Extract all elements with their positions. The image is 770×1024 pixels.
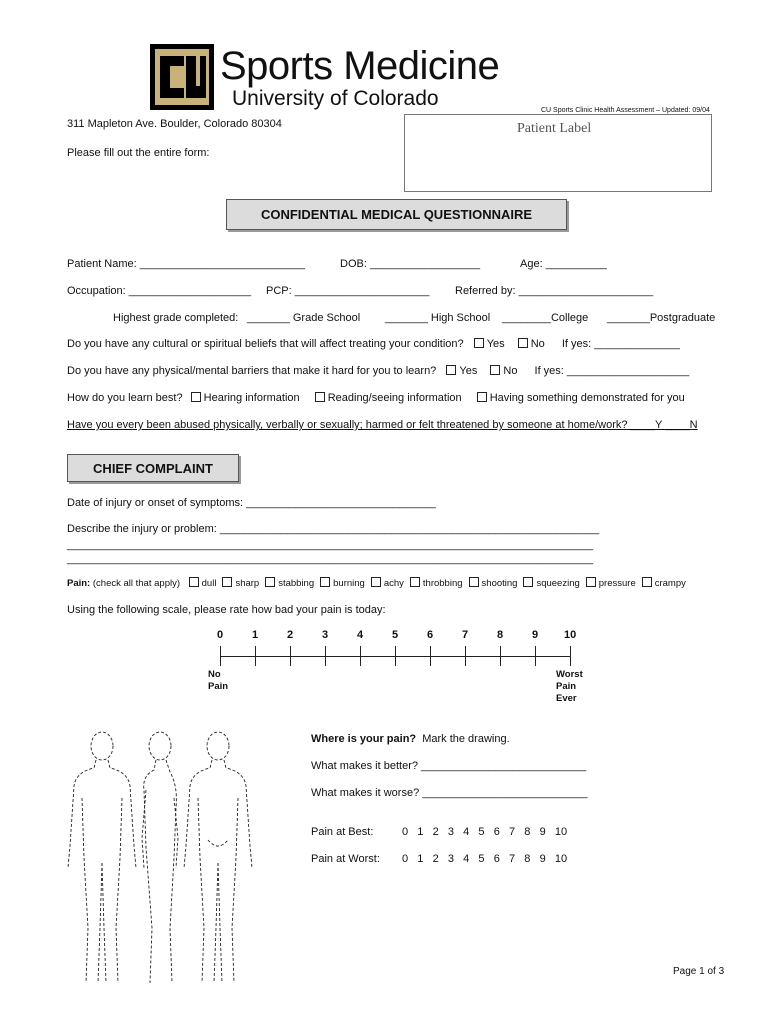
injury-description-line-2[interactable]: ______________________________________________________________________________________ [67, 539, 594, 551]
learn-question-text: How do you learn best? [67, 392, 183, 404]
cu-logo [150, 44, 214, 110]
pain-at-worst-scale[interactable]: 0 1 2 3 4 5 6 7 8 9 10 [402, 853, 568, 865]
pain-scale-number: 9 [532, 629, 539, 641]
referred-by-field[interactable]: Referred by: ______________________ [455, 285, 654, 297]
education-college[interactable]: ________College [502, 312, 589, 324]
checkbox-icon[interactable] [222, 577, 232, 587]
pain-type-achy[interactable] [371, 578, 404, 589]
education-postgraduate[interactable]: _______Postgraduate [607, 312, 716, 324]
pain-type-stabbing[interactable] [265, 578, 314, 589]
learn-option-reading[interactable] [315, 392, 462, 404]
makes-worse-field[interactable]: What makes it worse? ___________________________ [311, 787, 588, 799]
pain-at-best-label: Pain at Best: [311, 826, 374, 838]
pain-scale-tick[interactable] [430, 646, 431, 666]
checkbox-icon[interactable] [474, 338, 484, 348]
barriers-if-yes[interactable]: If yes: ____________________ [534, 365, 690, 377]
pain-type-label: achy [383, 578, 404, 589]
form-version: CU Sports Clinic Health Assessment – Updated: 09/04 [541, 107, 710, 114]
page-number: Page 1 of 3 [673, 966, 725, 977]
patient-name-field[interactable]: Patient Name: ___________________________ [67, 258, 305, 270]
cu-logo-icon [150, 44, 214, 110]
checkbox-icon[interactable] [490, 365, 500, 375]
body-diagram[interactable] [66, 728, 256, 988]
yes-label: Yes [459, 365, 478, 377]
body-front-figure [68, 732, 136, 983]
scale-high-label: Worst Pain Ever [556, 669, 583, 704]
education-high-school[interactable]: _______ High School [385, 312, 491, 324]
where-pain-row [311, 733, 510, 745]
pain-scale-number: 1 [252, 629, 259, 641]
pain-scale-prompt: Using the following scale, please rate how bad your pain is today: [67, 604, 386, 616]
learn-question [67, 392, 685, 404]
pain-type-squeezing[interactable] [523, 578, 579, 589]
barriers-no[interactable] [490, 365, 517, 377]
injury-description-field[interactable]: Describe the injury or problem: ______________________________________________________________ [67, 523, 600, 535]
pcp-field[interactable]: PCP: ______________________ [266, 285, 430, 297]
pain-at-best-scale[interactable]: 0 1 2 3 4 5 6 7 8 9 10 [402, 826, 568, 838]
pain-type-crampy[interactable] [642, 578, 686, 589]
beliefs-if-yes[interactable]: If yes: ______________ [561, 338, 680, 350]
pain-scale-tick[interactable] [325, 646, 326, 666]
pain-scale-tick[interactable] [465, 646, 466, 666]
pain-scale-tick[interactable] [360, 646, 361, 666]
section-title-chief-complaint: CHIEF COMPLAINT [67, 454, 239, 482]
patient-label-text: Patient Label [517, 121, 592, 136]
checkbox-icon[interactable] [189, 577, 199, 587]
body-side-figure [142, 732, 178, 983]
section-title-confidential: CONFIDENTIAL MEDICAL QUESTIONNAIRE [226, 199, 567, 230]
barriers-yes[interactable] [446, 365, 477, 377]
abuse-question[interactable]: Have you every been abused physically, verbally or sexually; harmed or felt threatened by someone at home/work? ____Y ____N [67, 419, 698, 431]
body-back-figure [184, 732, 252, 983]
pain-type-label: burning [333, 578, 365, 589]
injury-description-line-3[interactable]: ______________________________________________________________________________________ [67, 553, 594, 565]
pain-hint: (check all that apply) [92, 578, 180, 589]
checkbox-icon[interactable] [371, 577, 381, 587]
pain-type-pressure[interactable] [586, 578, 636, 589]
pain-type-sharp[interactable] [222, 578, 259, 589]
checkbox-icon[interactable] [586, 577, 596, 587]
pain-scale-tick[interactable] [535, 646, 536, 666]
injury-date-field[interactable]: Date of injury or onset of symptoms: _______________________________ [67, 497, 436, 509]
checkbox-icon[interactable] [469, 577, 479, 587]
pain-at-worst-label: Pain at Worst: [311, 853, 380, 865]
pain-scale-number: 0 [217, 629, 224, 641]
where-pain-hint: Mark the drawing. [422, 733, 510, 745]
yes-label: Yes [486, 338, 505, 350]
pain-scale-number: 10 [564, 629, 577, 641]
pain-type-label: pressure [598, 578, 636, 589]
brand-title: Sports Medicine [220, 44, 500, 88]
pain-type-label: sharp [235, 578, 260, 589]
patient-label-box[interactable] [404, 114, 712, 192]
beliefs-question-text: Do you have any cultural or spiritual beliefs that will affect treating your condition? [67, 338, 464, 350]
beliefs-question [67, 338, 680, 350]
form-instruction: Please fill out the entire form: [67, 147, 210, 159]
age-field[interactable]: Age: __________ [520, 258, 607, 270]
no-label: No [530, 338, 545, 350]
checkbox-icon[interactable] [523, 577, 533, 587]
pain-scale-number: 2 [287, 629, 294, 641]
beliefs-no[interactable] [518, 338, 545, 350]
pain-type-throbbing[interactable] [410, 578, 463, 589]
pain-type-label: squeezing [536, 578, 580, 589]
checkbox-icon[interactable] [315, 392, 325, 402]
pain-scale-tick[interactable] [570, 646, 571, 666]
pain-scale-tick[interactable] [220, 646, 221, 666]
pain-type-row [67, 577, 686, 589]
pain-type-burning[interactable] [320, 578, 365, 589]
learn-option-label: Reading/seeing information [327, 392, 462, 404]
pain-scale-number: 6 [427, 629, 434, 641]
brand-subtitle: University of Colorado [232, 87, 439, 110]
pain-type-label: dull [201, 578, 217, 589]
pain-scale-number: 3 [322, 629, 329, 641]
learn-option-demonstrated[interactable] [477, 392, 685, 404]
checkbox-icon[interactable] [477, 392, 487, 402]
dob-field[interactable]: DOB: __________________ [340, 258, 481, 270]
pain-scale-tick[interactable] [255, 646, 256, 666]
education-prefix: Highest grade completed: [113, 312, 239, 324]
makes-better-field[interactable]: What makes it better? ___________________________ [311, 760, 587, 772]
pain-scale-tick[interactable] [500, 646, 501, 666]
learn-option-label: Hearing information [203, 392, 300, 404]
pain-scale-number: 5 [392, 629, 399, 641]
pain-scale-tick[interactable] [290, 646, 291, 666]
pain-scale-tick[interactable] [395, 646, 396, 666]
checkbox-icon[interactable] [320, 577, 330, 587]
learn-option-label: Having something demonstrated for you [489, 392, 685, 404]
pain-scale-number: 8 [497, 629, 504, 641]
pain-scale-number: 7 [462, 629, 469, 641]
clinic-address: 311 Mapleton Ave. Boulder, Colorado 80304 [67, 118, 282, 130]
pain-scale-number: 4 [357, 629, 364, 641]
checkbox-icon[interactable] [410, 577, 420, 587]
occupation-field[interactable]: Occupation: ____________________ [67, 285, 252, 297]
barriers-question [67, 365, 689, 377]
checkbox-icon[interactable] [446, 365, 456, 375]
pain-type-shooting[interactable] [469, 578, 518, 589]
pain-label: Pain: [67, 578, 91, 589]
checkbox-icon[interactable] [642, 577, 652, 587]
checkbox-icon[interactable] [518, 338, 528, 348]
checkbox-icon[interactable] [265, 577, 275, 587]
where-pain-question: Where is your pain? [311, 733, 417, 745]
scale-low-label: No Pain [208, 669, 229, 692]
pain-type-label: throbbing [422, 578, 463, 589]
pain-type-dull[interactable] [189, 578, 217, 589]
pain-type-label: stabbing [278, 578, 315, 589]
learn-option-hearing[interactable] [191, 392, 300, 404]
beliefs-yes[interactable] [474, 338, 505, 350]
checkbox-icon[interactable] [191, 392, 201, 402]
pain-type-label: crampy [654, 578, 686, 589]
barriers-question-text: Do you have any physical/mental barriers that make it hard for you to learn? [67, 365, 437, 377]
pain-type-label: shooting [481, 578, 518, 589]
education-grade-school[interactable]: _______ Grade School [247, 312, 361, 324]
no-label: No [503, 365, 518, 377]
